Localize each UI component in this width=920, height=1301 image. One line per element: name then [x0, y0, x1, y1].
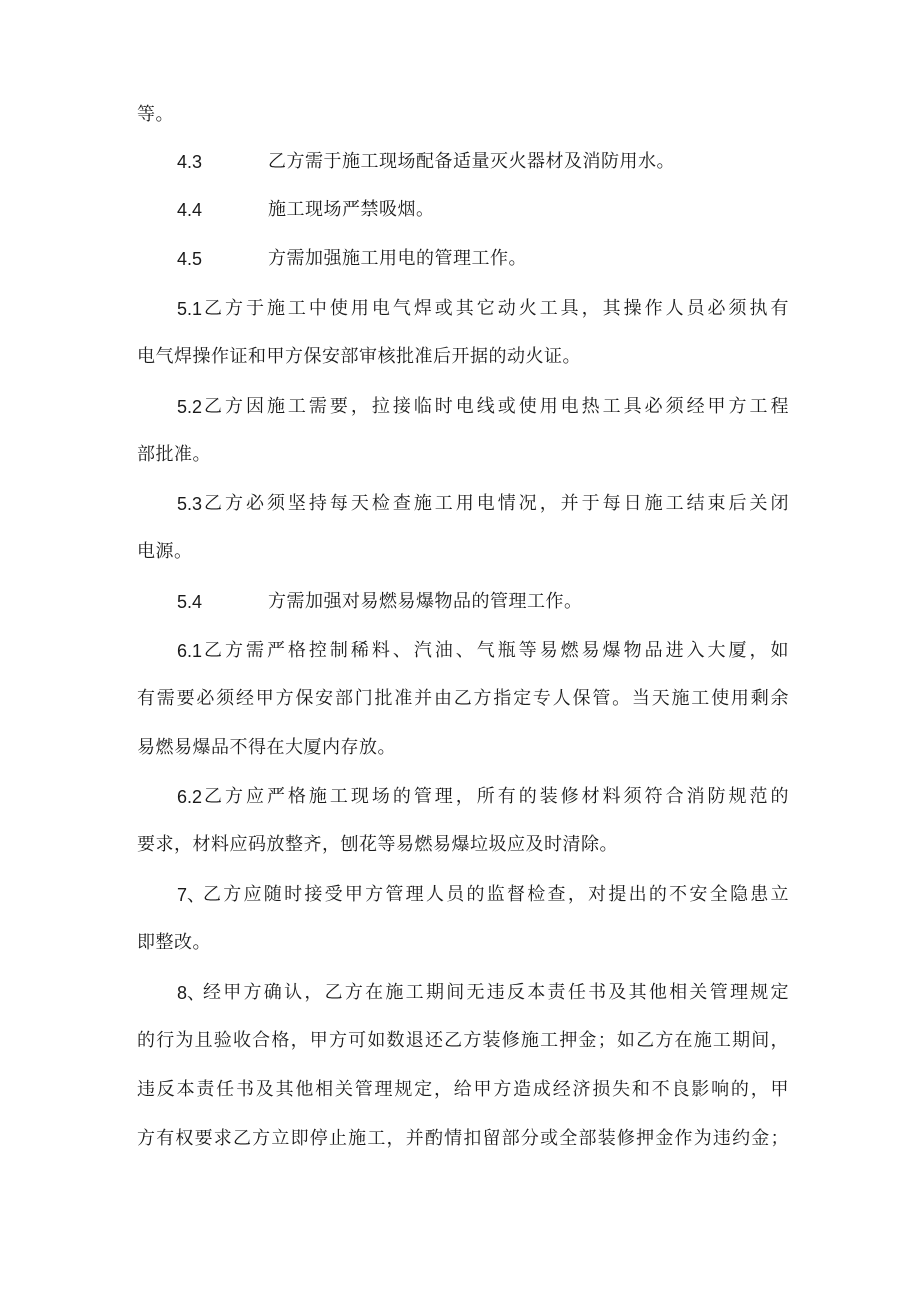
clause-7-cont: [0, 926, 920, 960]
clause-number: 6.2: [177, 787, 203, 807]
clause-6-2: [0, 780, 920, 814]
clause-5-3: [0, 487, 920, 521]
clause-text: 方有权要求乙方立即停止施工，并酌情扣留部分或全部装修押金作为违约金；: [137, 1128, 789, 1149]
clause-text: 要求，材料应码放整齐，刨花等易燃易爆垃圾应及时清除。: [137, 834, 618, 855]
clause-number: 5.3: [177, 494, 203, 514]
clause-text: 乙方于施工中使用电气焊或其它动火工具，其操作人员必须执有: [204, 298, 789, 319]
clause-8-cont: [0, 1073, 920, 1107]
text-line: [0, 98, 920, 132]
clause-5-1: [0, 292, 920, 326]
clause-6-2-cont: [0, 828, 920, 862]
clause-text: 乙方应随时接受甲方管理人员的监督检查，对提出的不安全隐患立: [203, 884, 789, 905]
clause-number: 5.4: [177, 592, 203, 612]
clause-8: [0, 976, 920, 1010]
continuation-text: 等。: [137, 104, 174, 125]
clause-text: 易燃易爆品不得在大厦内存放。: [137, 737, 396, 758]
clause-5-4: [0, 585, 920, 619]
clause-text: 乙方必须坚持每天检查施工用电情况，并于每日施工结束后关闭: [204, 493, 789, 514]
clause-number: 7、: [177, 885, 206, 905]
clause-5-2: [0, 390, 920, 424]
clause-text: 施工现场严禁吸烟。: [268, 199, 435, 220]
clause-5-1-cont: [0, 340, 920, 374]
clause-text: 方需加强对易燃易爆物品的管理工作。: [268, 591, 583, 612]
clause-text: 有需要必须经甲方保安部门批准并由乙方指定专人保管。当天施工使用剩余: [137, 688, 789, 709]
clause-text: 乙方需于施工现场配备适量灭火器材及消防用水。: [268, 151, 675, 172]
clause-number: 5.1: [177, 299, 203, 319]
clause-number: 6.1: [177, 641, 203, 661]
clause-7: [0, 878, 920, 912]
clause-6-1: [0, 634, 920, 668]
clause-text: 即整改。: [137, 932, 211, 953]
clause-text: 电气焊操作证和甲方保安部审核批准后开据的动火证。: [137, 346, 581, 367]
clause-8-cont: [0, 1122, 920, 1156]
clause-8-cont: [0, 1024, 920, 1058]
clause-text: 的行为且验收合格，甲方可如数退还乙方装修施工押金；如乙方在施工期间，: [137, 1030, 789, 1051]
clause-text: 违反本责任书及其他相关管理规定，给甲方造成经济损失和不良影响的，甲: [137, 1079, 789, 1100]
clause-text: 方需加强施工用电的管理工作。: [268, 248, 527, 269]
clause-text: 乙方因施工需要，拉接临时电线或使用电热工具必须经甲方工程: [204, 396, 789, 417]
clause-4-4: [0, 193, 920, 227]
clause-text: 乙方应严格施工现场的管理，所有的装修材料须符合消防规范的: [204, 786, 789, 807]
clause-text: 电源。: [137, 541, 193, 562]
clause-6-1-cont: [0, 731, 920, 765]
clause-6-1-cont: [0, 682, 920, 716]
clause-5-2-cont: [0, 438, 920, 472]
clause-text: 乙方需严格控制稀料、汽油、气瓶等易燃易爆物品进入大厦，如: [204, 640, 789, 661]
clause-number: 5.2: [177, 397, 203, 417]
clause-number: 4.4: [177, 200, 203, 220]
clause-4-5: [0, 242, 920, 276]
clause-text: 部批准。: [137, 444, 211, 465]
clause-5-3-cont: [0, 535, 920, 569]
clause-number: 8、: [177, 983, 206, 1003]
clause-number: 4.5: [177, 249, 203, 269]
clause-number: 4.3: [177, 152, 203, 172]
clause-text: 经甲方确认，乙方在施工期间无违反本责任书及其他相关管理规定: [203, 982, 789, 1003]
clause-4-3: [0, 145, 920, 179]
